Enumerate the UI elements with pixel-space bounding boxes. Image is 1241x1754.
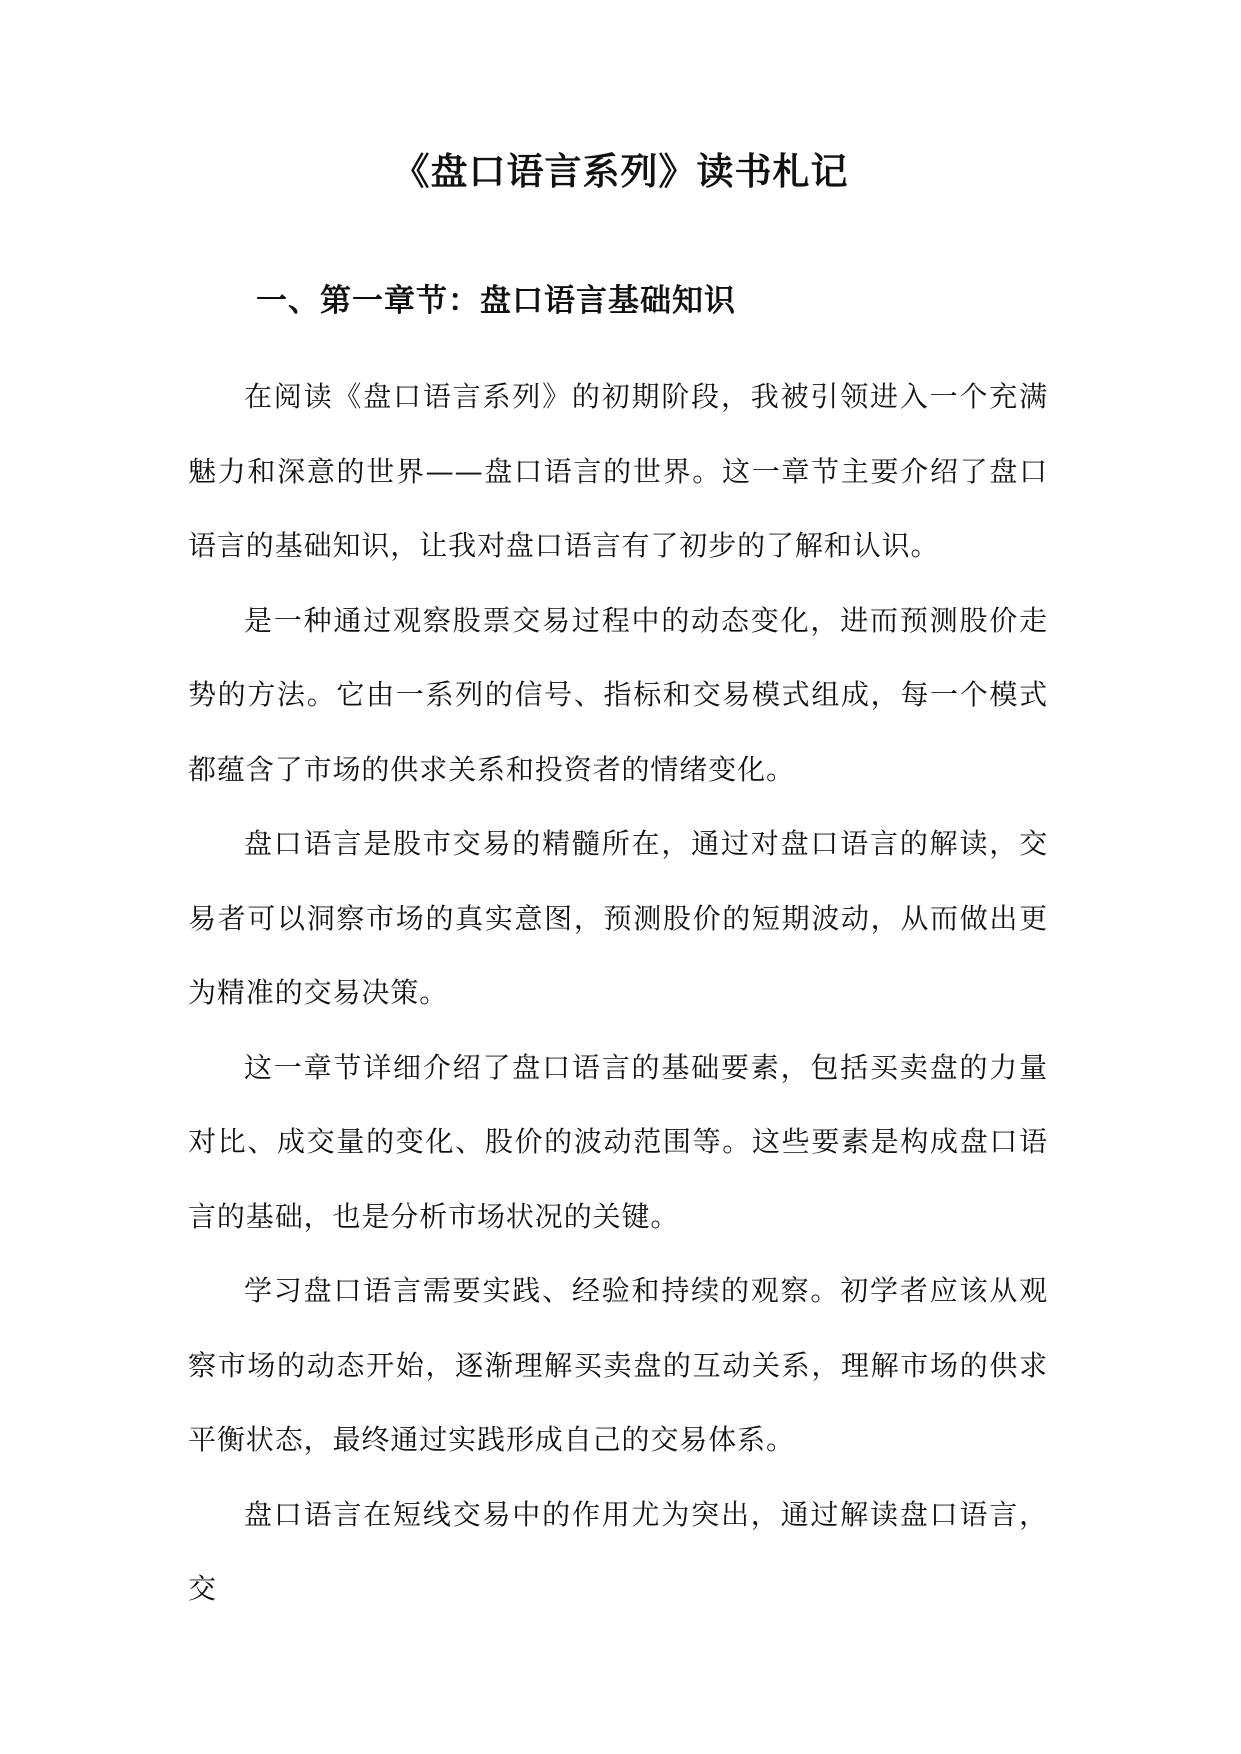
paragraph: 在阅读《盘口语言系列》的初期阶段，我被引领进入一个充满魅力和深意的世界——盘口语言的世界。这一章节主要介绍了盘口语言的基础知识，让我对盘口语言有了初步的了解和认识。 — [188, 380, 1048, 562]
paragraph: 这一章节详细介绍了盘口语言的基础要素，包括买卖盘的力量对比、成交量的变化、股价的波动范围等。这些要素是构成盘口语言的基础，也是分析市场状况的关键。 — [188, 1050, 1048, 1233]
body-text — [188, 360, 1048, 1627]
paragraph: 是一种通过观察股票交易过程中的动态变化，进而预测股价走势的方法。它由一系列的信号、指标和交易模式组成，每一个模式都蕴含了市场的供求关系和投资者的情绪变化。 — [188, 603, 1048, 786]
paragraph: 学习盘口语言需要实践、经验和持续的观察。初学者应该从观察市场的动态开始，逐渐理解买卖盘的互动关系，理解市场的供求平衡状态，最终通过实践形成自己的交易体系。 — [188, 1274, 1048, 1456]
page-title: 《盘口语言系列》读书札记 — [392, 149, 849, 193]
paragraph: 盘口语言是股市交易的精髓所在，通过对盘口语言的解读，交易者可以洞察市场的真实意图，预测股价的短期波动，从而做出更为精准的交易决策。 — [188, 827, 1048, 1009]
section-heading: 一、第一章节：盘口语言基础知识 — [256, 283, 736, 319]
paragraph: 盘口语言在短线交易中的作用尤为突出，通过解读盘口语言，交 — [188, 1497, 1048, 1605]
